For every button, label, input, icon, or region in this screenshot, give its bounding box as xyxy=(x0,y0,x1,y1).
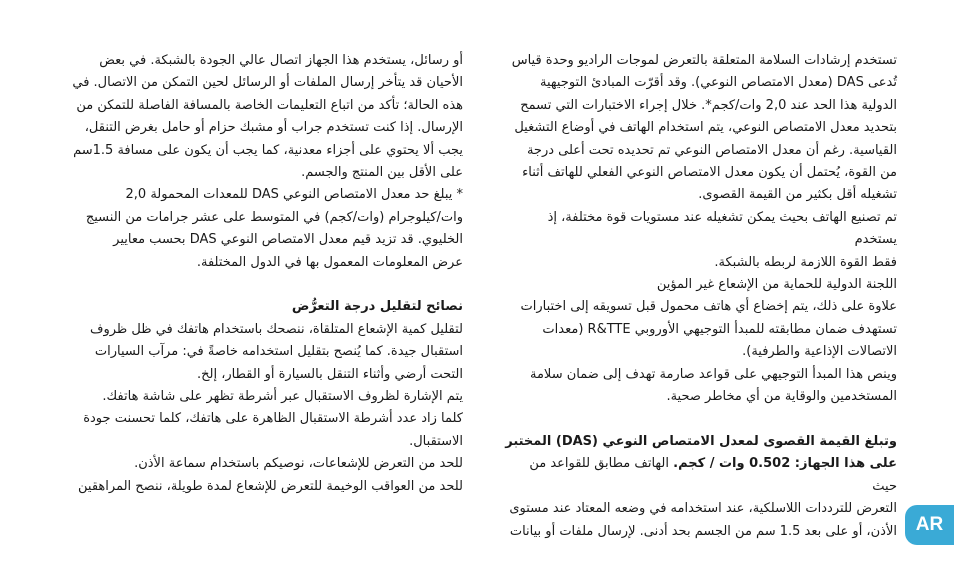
language-tab-label: AR xyxy=(915,514,944,535)
language-tab xyxy=(905,505,954,545)
text-line: الإرسال. إذا كنت تستخدم جراب أو مشبك حزام أو حامل بغرض التنقل، xyxy=(84,120,463,136)
text-line: التعرض للترددات اللاسلكية، عند استخدامه في وضعه المعتاد عند مستوى xyxy=(509,501,897,517)
text-line: تستخدم إرشادات السلامة المتعلقة بالتعرض لموجات الراديو وحدة قياس xyxy=(511,53,897,68)
left-text-column xyxy=(70,50,463,498)
text-line: الأذن، أو على بعد 1.5 سم من الجسم بحد أدنى. لإرسال ملفات أو بيانات xyxy=(509,523,897,539)
text-line: فقط القوة اللازمة لربطه بالشبكة. xyxy=(714,254,897,270)
footnote-line: * يبلغ حد معدل الامتصاص النوعي DAS للمعدات المحمولة 2,0 xyxy=(125,187,463,203)
footnote-line: وات/كيلوجرام (وات/كجم) في المتوسط على عشر جرامات من النسيج xyxy=(85,209,463,225)
text-line: بتحديد معدل الامتصاص النوعي، يتم استخدام الهاتف في أوضاع التشغيل xyxy=(514,120,897,136)
text-line: أو رسائل، يستخدم هذا الجهاز اتصال عالي الجودة بالشبكة. في بعض xyxy=(99,53,463,68)
tip-line: التحت أرضي وأثناء التنقل بالسيارة أو القطار، إلخ. xyxy=(196,366,463,382)
text-line: المستخدمين والوقاية من أي مخاطر صحية. xyxy=(666,389,897,405)
text-line: الاتصالات الإذاعية والطرفية). xyxy=(742,344,897,360)
text-line: علاوة على ذلك، يتم إخضاع أي هاتف محمول قبل تسويقه إلى اختبارات xyxy=(520,299,897,315)
text-line: هذه الحالة؛ تأكد من اتباع التعليمات الخاصة بالمسافة الفاصلة للتمكن من xyxy=(76,97,463,113)
tip-line: كلما زاد عدد أشرطة الاستقبال الظاهرة على هاتفك، كلما تحسنت جودة xyxy=(83,411,463,427)
text-line: يجب ألا يحتوي على أجزاء معدنية، كما يجب أن يكون على مسافة 1.5سم xyxy=(73,142,463,158)
text-line: على الأقل بين المنتج والجسم. xyxy=(301,165,463,181)
text-line: وينص هذا المبدأ التوجيهي على قواعد صارمة تهدف إلى ضمان سلامة xyxy=(530,366,897,382)
right-text-column xyxy=(505,50,897,543)
tip-line: يتم الإشارة لظروف الاستقبال عبر أشرطة تظهر على شاشة هاتفك. xyxy=(102,389,463,405)
tip-line: الاستقبال. xyxy=(409,433,463,449)
compliance-text: الهاتف مطابق للقواعد من حيث xyxy=(529,456,897,494)
das-value-heading: وتبلغ القيمة القصوى لمعدل الامتصاص النوعي (DAS) المختبر xyxy=(505,433,897,449)
section-heading: نصائح لتقليل درجة التعرُّض xyxy=(291,299,463,315)
tip-line: لتقليل كمية الإشعاع المتلقاة، ننصحك باستخدام هاتفك في ظل ظروف xyxy=(89,321,463,337)
text-line: تشغيله أقل بكثير من القيمة القصوى. xyxy=(698,187,897,203)
text-line: تم تصنيع الهاتف بحيث يمكن تشغيله عند مستويات قوة مختلفة، إذ يستخدم xyxy=(547,209,897,248)
tip-line: للحد من التعرض للإشعاعات، نوصيكم باستخدام سماعة الأذن. xyxy=(134,456,463,472)
text-line: تُدعى DAS (معدل الامتصاص النوعي). وقد أقرّت المبادئ التوجيهية xyxy=(539,75,897,91)
das-value-line xyxy=(505,453,897,498)
tip-line: استقبال جيدة. كما يُنصح بتقليل استخدامه خاصةً في: مرآب السيارات xyxy=(94,344,463,360)
text-line: الأحيان قد يتأخر إرسال الملفات أو الرسائل لحين التمكن من الاتصال. في xyxy=(72,75,463,91)
text-line: تستهدف ضمان مطابقته للمبدأ التوجيهي الأوروبي R&TTE (معدات xyxy=(542,321,897,337)
text-line: اللجنة الدولية للحماية من الإشعاع غير المؤين xyxy=(656,277,897,293)
paragraph-gap xyxy=(505,409,897,431)
das-value-text: على هذا الجهاز: 0.502 وات / كجم. xyxy=(673,456,897,472)
footnote-line: الخليوي. قد تزيد قيم معدل الامتصاص النوعي DAS بحسب معايير xyxy=(113,232,463,248)
paragraph-gap xyxy=(70,274,463,296)
text-line: من القوة، يُحتمل أن يكون معدل الامتصاص النوعي الفعلي للهاتف أثناء xyxy=(522,165,897,181)
text-line: الدولية هذا الحد عند 2,0 وات/كجم*. خلال إجراء الاختبارات التي تسمح xyxy=(520,97,897,113)
footnote-line: عرض المعلومات المعمول بها في الدول المختلفة. xyxy=(196,254,463,270)
tip-line: للحد من العواقب الوخيمة للتعرض للإشعاع لمدة طويلة، ننصح المراهقين xyxy=(78,478,463,494)
text-line: القياسية. رغم أن معدل الامتصاص النوعي تم تحديده تحت أعلى درجة xyxy=(526,142,897,158)
